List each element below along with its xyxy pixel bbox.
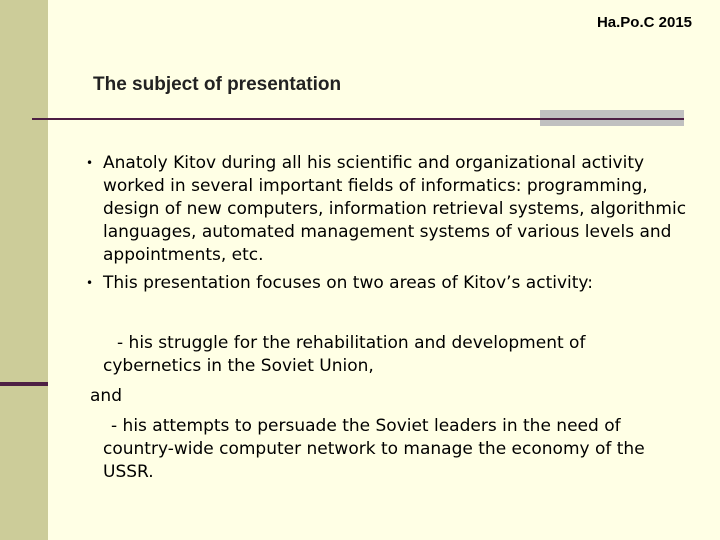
title-accent-bar-line [540,118,684,120]
left-decorative-band [0,0,48,540]
bullet-glyph: • [86,156,94,170]
left-accent-stripe [0,382,48,386]
conference-tag: Ha.Po.C 2015 [596,14,692,31]
conjunction-text: and [90,386,122,406]
bullet-item [86,152,703,267]
slide-title: The subject of presentation [93,74,342,95]
sub-item-computer-network: - his attempts to persuade the Soviet leaders in the need of country-wide computer network to manage the economy of the USSR. [103,416,645,482]
bullet-glyph: • [86,276,94,290]
sub-item-cybernetics: - his struggle for the rehabilitation and development of cybernetics in the Soviet Union, [103,333,586,376]
bullet-text: This presentation focuses on two areas of Kitov’s activity: [103,273,593,293]
bullet-item [86,272,703,295]
bullet-text: Anatoly Kitov during all his scientific and organizational activity worked in several important fields of informatics: programming, design of new computers, information retrieval systems, algorithmic languages, automated management systems of various levels and appointments, etc. [103,153,687,265]
